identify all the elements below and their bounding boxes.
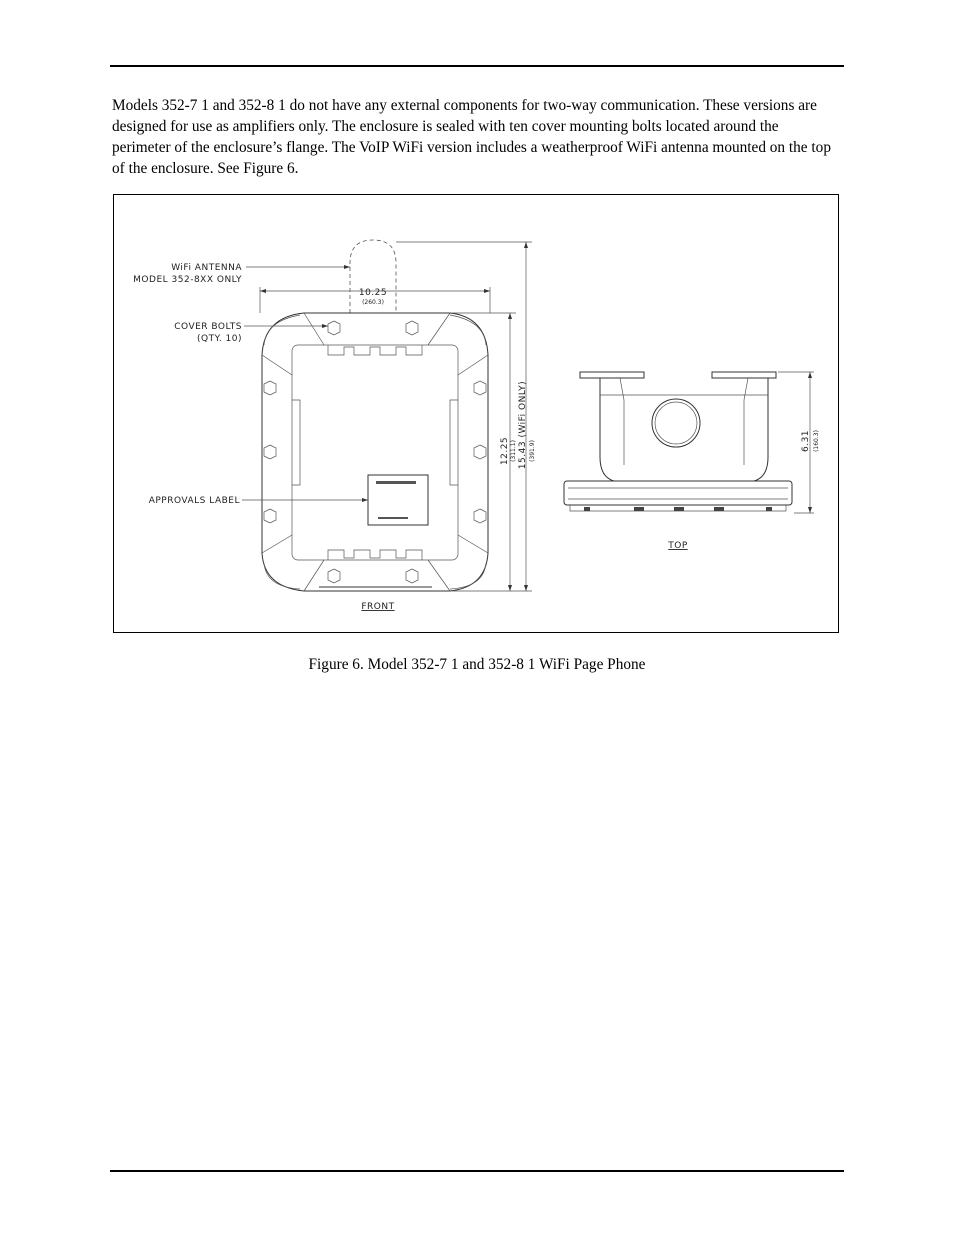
- width-dimension-mm: (260.3): [362, 299, 384, 306]
- cover-bolts: [264, 321, 486, 583]
- height-wifi-dimension: 15.43 (WiFi ONLY): [518, 380, 528, 470]
- front-view-label: FRONT: [361, 602, 395, 612]
- base-flange: [564, 481, 792, 505]
- approvals-label-callout: APPROVALS LABEL: [148, 496, 240, 506]
- top-view-body: [600, 378, 768, 481]
- height-wifi-dimension-mm: (391.9): [529, 440, 536, 462]
- depth-dimension: 6.31: [801, 429, 811, 453]
- height-dimension: 12.25: [500, 436, 510, 466]
- figure-caption: Figure 6. Model 352-7 1 and 352-8 1 WiFi Page Phone: [308, 656, 646, 673]
- top-view: [564, 372, 820, 551]
- port-circle: [652, 399, 700, 447]
- body-paragraph: Models 352-7 1 and 352-8 1 do not have any external components for two-way communication. These versions are designed for use as amplifiers only. The enclosure is sealed with ten cover mounting bolts located around the perimeter of the enclosure’s flange. The VoIP WiFi version includes a weatherproof WiFi antenna mounted on the top of the enclosure. See Figure 6.: [112, 97, 831, 177]
- width-dimension: 10.25: [358, 288, 388, 298]
- figure-6-frame: [113, 194, 839, 633]
- front-view: [133, 240, 536, 612]
- enclosure-outline: [262, 313, 488, 591]
- enclosure-drawing: [114, 195, 840, 634]
- header-rule: [110, 65, 844, 67]
- footer-rule: [110, 1170, 844, 1172]
- cover-bolts-callout: COVER BOLTS: [174, 322, 242, 332]
- height-dimension-mm: (311.1): [510, 440, 517, 462]
- wifi-antenna-callout: WiFi ANTENNA: [171, 263, 242, 273]
- top-view-label: TOP: [668, 541, 688, 551]
- depth-dimension-mm: (160.3): [813, 430, 820, 452]
- wifi-antenna-model-callout: MODEL 352-8XX ONLY: [133, 275, 242, 285]
- cover-bolts-qty-callout: (QTY. 10): [197, 334, 242, 344]
